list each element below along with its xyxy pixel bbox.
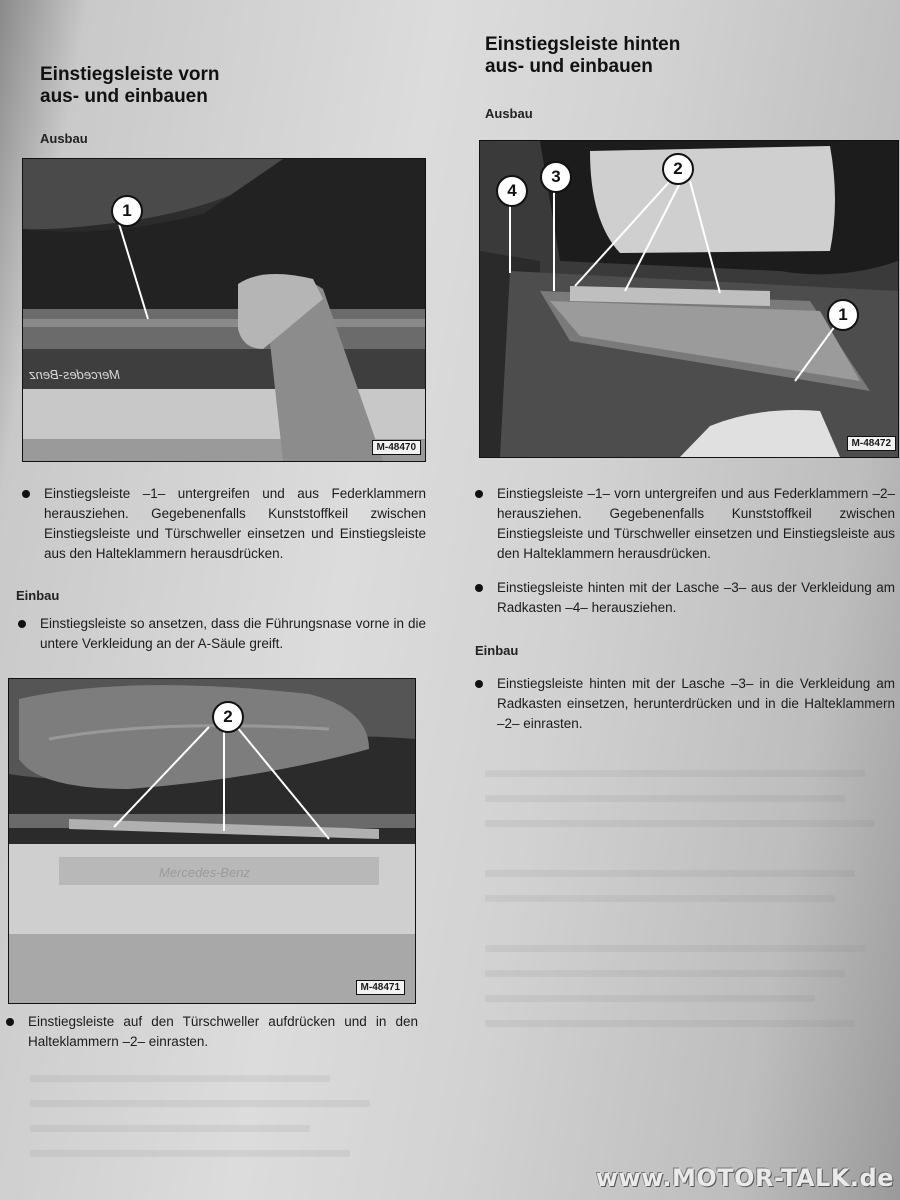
ghost-text bbox=[485, 795, 845, 802]
right-bullet-3 bbox=[475, 674, 895, 734]
callout-1: 1 bbox=[827, 299, 859, 331]
left-bullet-2 bbox=[18, 614, 426, 654]
left-title-line1: Einstiegsleiste vorn bbox=[40, 64, 220, 85]
figure-front-sill-installation bbox=[8, 678, 416, 1004]
ghost-text bbox=[485, 820, 875, 827]
ghost-text bbox=[485, 970, 845, 977]
ghost-text bbox=[30, 1125, 310, 1132]
ghost-text bbox=[485, 770, 865, 777]
watermark: www.MOTOR-TALK.de bbox=[595, 1164, 894, 1192]
ghost-text bbox=[485, 1020, 855, 1027]
right-bullet-3-text: Einstiegsleiste hinten mit der Lasche –3– in die Verkleidung am Radkasten einsetzen, herunterdrücken und in die Halteklammern –2– einrasten. bbox=[497, 676, 895, 731]
figure-front-sill-removal-image bbox=[23, 159, 425, 461]
left-title-line2: aus- und einbauen bbox=[40, 86, 208, 107]
callout-3: 3 bbox=[540, 161, 572, 193]
ghost-text bbox=[485, 945, 865, 952]
left-section-einbau: Einbau bbox=[16, 588, 60, 603]
ghost-text bbox=[30, 1075, 330, 1082]
right-title-line2: aus- und einbauen bbox=[485, 56, 653, 77]
ghost-text bbox=[485, 995, 815, 1002]
left-bullet-3 bbox=[6, 1012, 418, 1052]
bullet-dot bbox=[18, 620, 26, 628]
figure-rear-sill-removal-image bbox=[480, 141, 898, 457]
ghost-text bbox=[485, 895, 835, 902]
right-bullet-2 bbox=[475, 578, 895, 618]
left-bullet-1-text: Einstiegsleiste –1– untergreifen und aus Federklammern herausziehen. Gegebenenfalls Kunststoffkeil zwischen Einstiegsleiste und Türschweller einsetzen und Einstiegsleiste aus den Halteklammern herausdrücken. bbox=[44, 486, 426, 561]
right-section-ausbau: Ausbau bbox=[485, 106, 533, 121]
right-section-einbau: Einbau bbox=[475, 643, 519, 658]
bullet-dot bbox=[475, 584, 483, 592]
bullet-dot bbox=[22, 490, 30, 498]
right-column bbox=[455, 0, 900, 1200]
right-title-line1: Einstiegsleiste hinten bbox=[485, 34, 681, 55]
figure-front-sill-removal bbox=[22, 158, 426, 462]
figure-code: M-48472 bbox=[847, 436, 896, 451]
left-bullet-1 bbox=[22, 484, 426, 564]
bullet-dot bbox=[475, 490, 483, 498]
right-bullet-1-text: Einstiegsleiste –1– vorn untergreifen und aus Federklammern –2– herausziehen. Gegebenenfalls Kunststoffkeil zwischen Einstiegsleiste und Türschweller einsetzen und Einstiegsleiste aus den Halteklammern herausdrücken. bbox=[497, 486, 895, 561]
bullet-dot bbox=[475, 680, 483, 688]
ghost-text bbox=[30, 1100, 370, 1107]
emblem-text: Mercedes-Benz bbox=[159, 865, 251, 880]
right-bullet-2-text: Einstiegsleiste hinten mit der Lasche –3– aus der Verkleidung am Radkasten –4– herausziehen. bbox=[497, 580, 895, 615]
ghost-text bbox=[485, 870, 855, 877]
callout-2: 2 bbox=[662, 153, 694, 185]
left-bullet-2-text: Einstiegsleiste so ansetzen, dass die Führungsnase vorne in die untere Verkleidung an der A-Säule greift. bbox=[40, 616, 426, 651]
right-bullet-1 bbox=[475, 484, 895, 564]
left-section-ausbau: Ausbau bbox=[40, 131, 88, 146]
figure-code: M-48470 bbox=[372, 440, 421, 455]
figure-front-sill-installation-image bbox=[9, 679, 415, 1003]
callout-4: 4 bbox=[496, 175, 528, 207]
ghost-text bbox=[30, 1150, 350, 1157]
figure-rear-sill-removal bbox=[479, 140, 899, 458]
figure-code: M-48471 bbox=[356, 980, 405, 995]
left-bullet-3-text: Einstiegsleiste auf den Türschweller aufdrücken und in den Halteklammern –2– einrasten. bbox=[28, 1014, 418, 1049]
bullet-dot bbox=[6, 1018, 14, 1026]
callout-1: 1 bbox=[111, 195, 143, 227]
emblem-text: Mercedes-Benz bbox=[29, 367, 121, 382]
callout-2: 2 bbox=[212, 701, 244, 733]
